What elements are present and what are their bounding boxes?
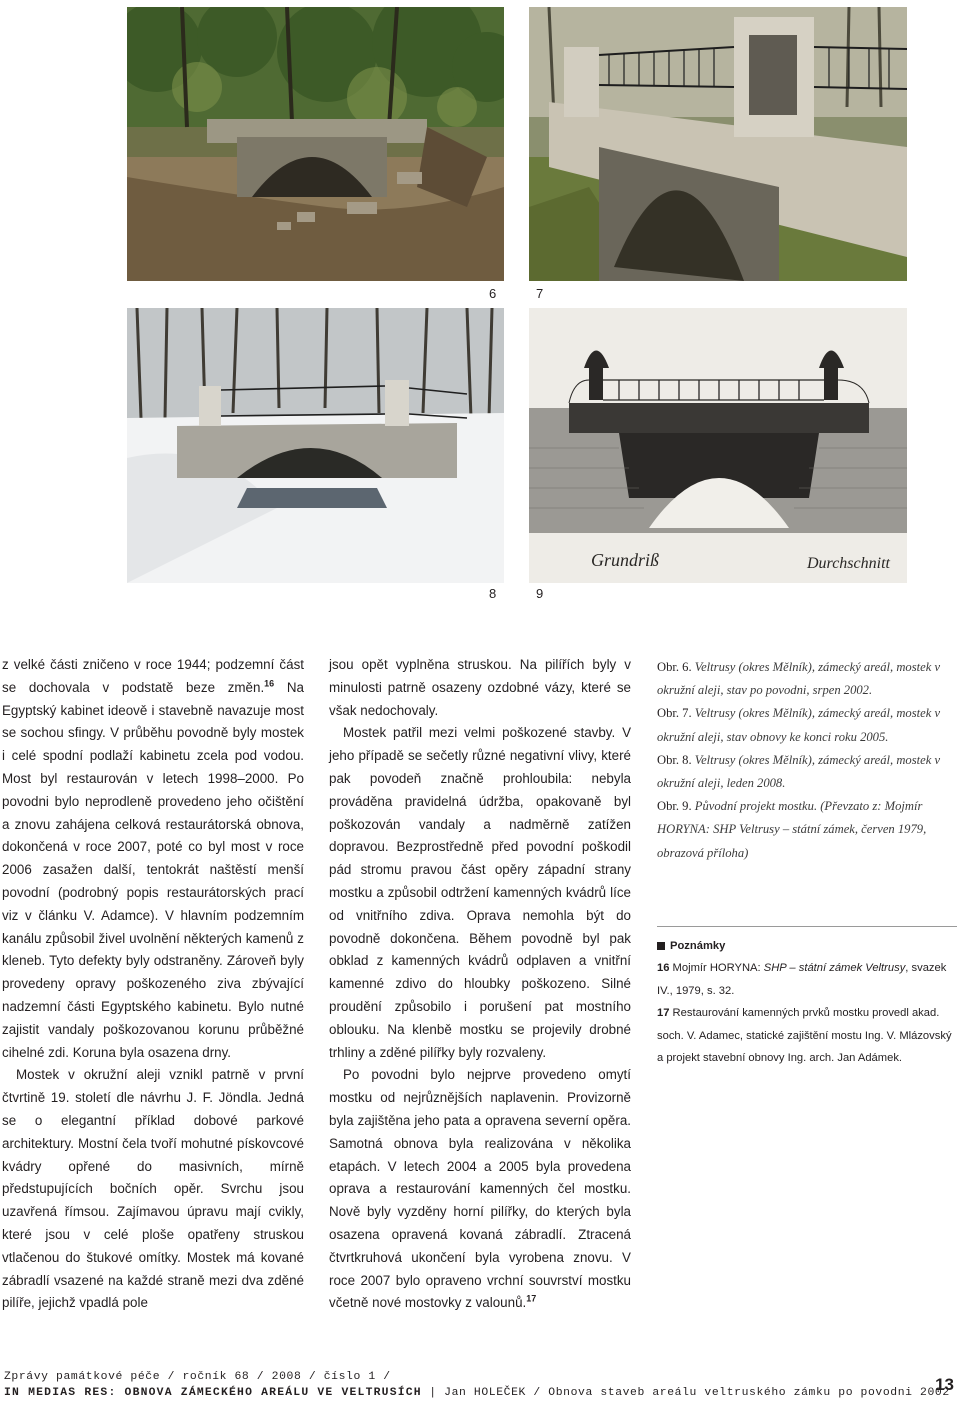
text-column-2 — [329, 654, 631, 1315]
figure-captions — [657, 656, 957, 865]
footnotes-heading: Poznámky — [657, 935, 957, 957]
footnotes — [657, 926, 957, 1069]
drawing-original-design — [529, 308, 907, 583]
paragraph: Mostek v okružní aleji vznikl patrně v první čtvrtině 19. století dle návrhu J. F. Jöndla. Jedná se o elegantní příklad dobové parkové architektury. Mostní čela tvoří mohutné pískovcové kvádry opřené do masivních, mírně předstupujících bočních opěr. Svrchu jsou uzavřená římsou. Zajímavou úpravu mají cvikly, které jsou v celé ploše opatřeny struskou vtlačenou do štukové omítky. Mostek má kované zábradlí vsazené na každé straně mezi dva zděné pilíře, jejichž vpadlá pole — [2, 1067, 304, 1311]
caption-8: Obr. 8. Veltrusy (okres Mělník), zámecký areál, mostek v okružní aleji, leden 2008. — [657, 752, 941, 791]
figure-number-8: 8 — [489, 586, 497, 601]
text-column-1 — [2, 654, 304, 1315]
footer-article: IN MEDIAS RES: OBNOVA ZÁMECKÉHO AREÁLU VE VELTRUSÍCH | Jan HOLEČEK / Obnova staveb areálu veltruského zámku po povodni 2002 — [4, 1387, 950, 1399]
paragraph: z velké části zničeno v roce 1944; podzemní část se dochovala v podstatě beze změn.$^{16}$ Na Egyptský kabinet ideově i stavebně navazuje most se sochou sfingy. V průběhu povodně byly mostek i celé spodní podlaží kabinetu zcela pod vodou. Most byl restaurován v letech 1998–2000. Po povodni bylo neprodleně provedeno jeho očištění a znovu zahájena celková restaurátorská obnova, dokončená v roce 2007, poté co byl most v roce 2006 zasažen další, tentokrát naštěstí menší povodní (podrobný popis restaurátorských prací viz v článku V. Adamce). V hlavním podzemním kanálu způsobil živel uvolnění některých kamenů z kleneb. Tyto defekty byly odstraněny. Zároveň byly provedeny opravy poškozeného ziva zbývající nadzemní části Egyptského kabinetu. Bylo nutné zajistit vandaly poškozovanou korunu průběžné cihelné zdi. Koruna byla osazena drny. — [2, 657, 304, 1060]
footnote-16: 16 Mojmír HORYNA: SHP – státní zámek Veltrusy, svazek IV., 1979, s. 32. — [657, 962, 947, 997]
caption-9: Obr. 9. Původní projekt mostku. (Převzato z: Mojmír HORYNA: SHP Veltrusy – státní zámek, červen 1979, obrazová příloha) — [657, 799, 927, 860]
square-bullet-icon — [657, 942, 665, 950]
caption-6: Obr. 6. Veltrusy (okres Mělník), zámecký areál, mostek v okružní aleji, stav po povodni, srpen 2002. — [657, 660, 941, 698]
drawing-label-durchschnitt: Durchschnitt — [807, 555, 890, 572]
paragraph: jsou opět vyplněna struskou. Na pilířích byly v minulosti patrně osazeny ozdobné vázy, které se však nedochovaly. — [329, 657, 631, 718]
paragraph: Po povodni bylo nejprve provedeno omytí mostku od nejrůznějších naplavenin. Provizorně byla zajištěna jeho pata a opravena severní opěra. Samotná obnova byla realizována v několika etapách. V letech 2004 a 2005 byla provedena oprava a restaurování kamenných čel mostku. Nově byly vyzděny horní pilířky, do kterých byla osazena opravená kovaná zábradlí. Ztracená čtvrtkruhová ukončení byla vyrobena znovu. V roce 2007 bylo opraveno vrchní souvrství mostku včetně nové mostovky z valounů.$^{17}$ — [329, 1067, 631, 1311]
figure-number-9: 9 — [536, 586, 544, 601]
footnote-17: 17 Restaurování kamenných prvků mostku provedl akad. soch. V. Adamec, statické zajištění mostu Ing. V. Mlázovský a projekt stavební obnovy Ing. arch. Jan Adámek. — [657, 1007, 952, 1065]
footer-journal: Zprávy památkové péče / ročník 68 / 2008 / číslo 1 / — [4, 1371, 391, 1383]
page-number: 13 — [935, 1375, 954, 1394]
caption-7: Obr. 7. Veltrusy (okres Mělník), zámecký areál, mostek v okružní aleji, stav obnovy ke konci roku 2005. — [657, 706, 941, 744]
figure-number-7: 7 — [536, 286, 544, 301]
footnote-ref-17: 17 — [526, 1293, 537, 1304]
paragraph: Mostek patřil mezi velmi poškozené stavby. V jeho případě se sečetly různé negativní vlivy, které pak povodeň značně prohloubila: nebyla prováděna pravidelná údržba, opakovaně byl poškozován vandaly a nadměrně zatížen dopravou. Bezprostředně před povodní poškodil pád stromu pravou část opěry západní strany mostku a způsobil odtržení kamenných kvádrů líce od vnitřního zdiva. Oprava nemohla být do povodně dokončena. Během povodně byl pak obklad z kamenných kvádrů odplaven a vnitřní kamenné zdivo do hloubky poškozeno. Silné proudění způsobilo i porušení pat mostního oblouku. Na klenbě mostku se projevily drobné trhliny a zděné pilířky byly rozvaleny. — [329, 725, 631, 1060]
photo-bridge-after-flood — [127, 7, 504, 281]
photo-bridge-restored — [529, 7, 907, 281]
page-footer — [4, 1369, 950, 1401]
photo-bridge-winter — [127, 308, 504, 583]
footnote-ref-16: 16 — [264, 678, 275, 689]
drawing-label-grundriss: Grundriß — [591, 550, 660, 570]
figure-number-6: 6 — [489, 286, 497, 301]
